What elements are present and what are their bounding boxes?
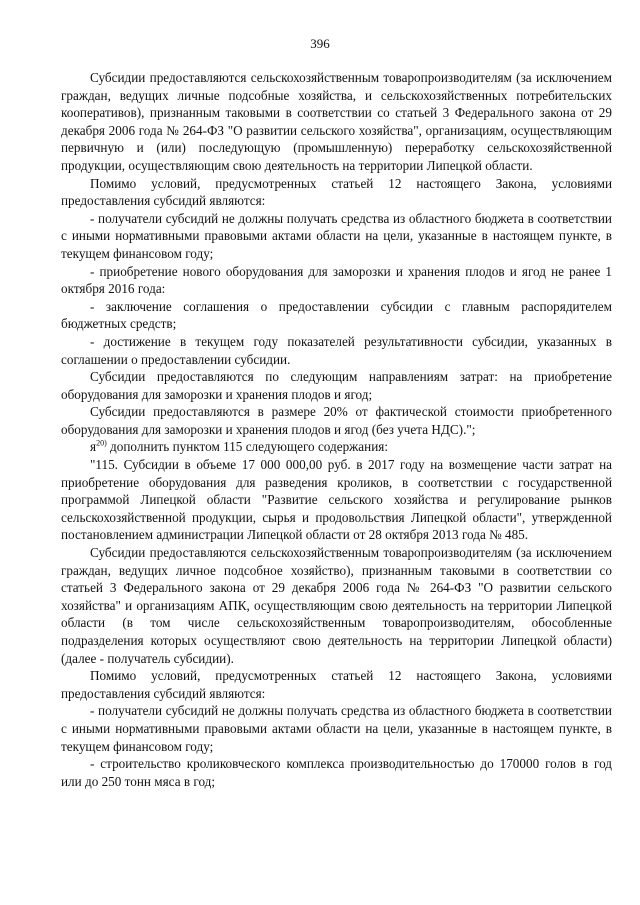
paragraph: Помимо условий, предусмотренных статьей 12 настоящего Закона, условиями предоставления субсидий являются:	[61, 175, 612, 209]
paragraph: - получатели субсидий не должны получать средства из областного бюджета в соответствии с иными нормативными правовыми актами области на цели, указанные в настоящем пункте, в текущем финансовом году;	[61, 703, 612, 754]
paragraph: - получатели субсидий не должны получать средства из областного бюджета в соответствии с иными нормативными правовыми актами области на цели, указанные в настоящем пункте, в текущем финансовом году;	[61, 210, 612, 261]
paragraph: Субсидии предоставляются по следующим направлениям затрат: на приобретение оборудования для заморозки и хранения плодов и ягод;	[61, 369, 612, 402]
paragraph: Субсидии предоставляются в размере 20% от фактической стоимости приобретенного оборудования для заморозки и хранения плодов и ягод (без учета НДС).";	[61, 404, 612, 437]
amendment-paragraph	[61, 438, 612, 456]
paragraph: "115. Субсидии в объеме 17 000 000,00 руб. в 2017 году на возмещение части затрат на приобретение оборудования для разведения кроликов, в соответствии с государственной программой Липецкой области "Развитие сельского хозяйства и регулирование рынков сельскохозяйственной продукции, сырья и продовольствия Липецкой области", утвержденной постановлением администрации Липецкой области от 28 октября 2013 года № 485.	[61, 457, 612, 543]
amendment-footnote-mark: 20)	[96, 439, 107, 449]
document-body	[61, 69, 612, 790]
paragraph: Субсидии предоставляются сельскохозяйственным товаропроизводителям (за исключением граждан, ведущих личные подсобные хозяйства, и сельскохозяйственных потребительских кооперативов), признанным таковыми в соответствии со статьей 3 Федерального закона от 29 декабря 2006 года № 264-ФЗ "О развитии сельского хозяйства", организациям, осуществляющим первичную и (или) последующую (промышленную) переработку сельскохозяйственной продукции, осуществляющим свою деятельность на территории Липецкой области.	[61, 70, 612, 173]
paragraph: Помимо условий, предусмотренных статьей 12 настоящего Закона, условиями предоставления субсидий являются:	[61, 668, 612, 701]
page-number: 396	[310, 36, 330, 51]
paragraph: - заключение соглашения о предоставлении субсидии с главным распорядителем бюджетных средств;	[61, 298, 612, 332]
amendment-prefix: я	[90, 439, 97, 455]
paragraph: - приобретение нового оборудования для заморозки и хранения плодов и ягод не ранее 1 октября 2016 года:	[61, 263, 612, 297]
paragraph: - достижение в текущем году показателей результативности субсидии, указанных в соглашении о предоставлении субсидии.	[61, 333, 612, 367]
amendment-text: дополнить пунктом 115 следующего содержания:	[106, 439, 388, 455]
paragraph: Субсидии предоставляются сельскохозяйственным товаропроизводителям (за исключением граждан, ведущих личное подсобное хозяйство), признанным таковыми в соответствии со статьей 3 Федерального закона от 29 декабря 2006 года № 264-ФЗ "О развитии сельского хозяйства" и организациям АПК, осуществляющим свою деятельность на территории Липецкой области (в том числе сельскохозяйственным товаропроизводителям, обособленные подразделения которых осуществляют свою деятельность на территории Липецкой области) (далее - получатель субсидии).	[61, 545, 612, 666]
paragraph: - строительство кроликовческого комплекса производительностью до 170000 голов в год или до 250 тонн мяса в год;	[61, 756, 612, 789]
